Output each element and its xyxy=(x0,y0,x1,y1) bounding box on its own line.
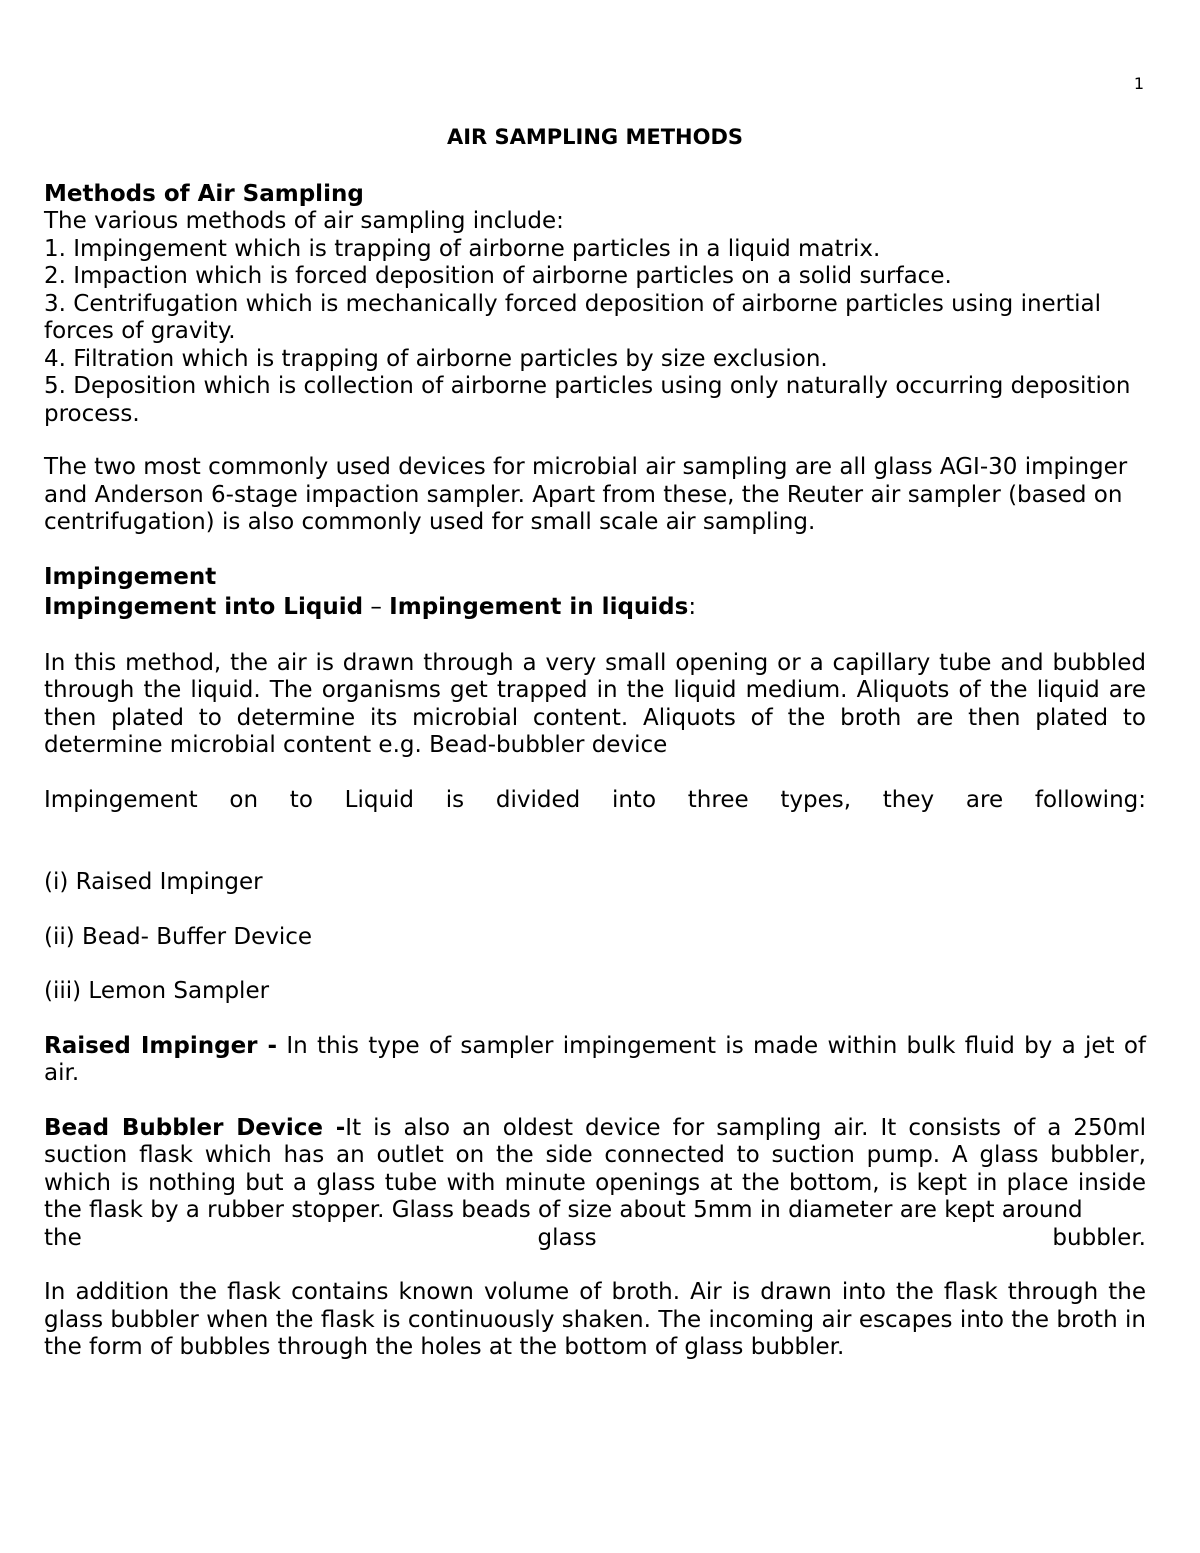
impingement-subheading-colon: : xyxy=(688,593,697,620)
method-item-1: 1. Impingement which is trapping of airborne particles in a liquid matrix. xyxy=(44,235,881,262)
methods-intro: The various methods of air sampling include: xyxy=(44,208,564,234)
raised-impinger-paragraph xyxy=(44,1033,1146,1088)
raised-impinger-text: In this type of sampler impingement is made within bulk fluid by a jet of air. xyxy=(44,1032,1146,1086)
impingement-type-1: (i) Raised Impinger xyxy=(44,869,263,895)
method-item-4: 4. Filtration which is trapping of airborne particles by size exclusion. xyxy=(44,345,828,372)
impingement-types-intro: Impingement on to Liquid is divided into three types, they are following: xyxy=(44,786,1146,813)
method-item-2: 2. Impaction which is forced deposition of airborne particles on a solid surface. xyxy=(44,263,952,289)
impingement-subheading-separator: – xyxy=(363,593,390,620)
devices-paragraph: The two most commonly used devices for microbial air sampling are all glass AGI-30 impinger and Anderson 6-stage impaction sampler. Apart from these, the Reuter air sampler (based on centrifugation) is also commonly used for small scale air sampling. xyxy=(44,454,1128,535)
bead-bubbler-paragraph xyxy=(44,1115,1146,1225)
addition-paragraph: In addition the flask contains known volume of broth. Air is drawn into the flask through the glass bubbler when the flask is continuously shaken. The incoming air escapes into the broth in the form of bubbles through the holes at the bottom of glass bubbler. xyxy=(44,1279,1146,1360)
bead-bubbler-text: It is also an oldest device for sampling air. It consists of a 250ml suction flask which has an outlet on the side connected to suction pump. A glass bubbler, which is nothing but a glass tube with minute openings at the bottom, is kept in place inside the flask by a rubber stopper. Glass beads of size about 5mm in diameter are kept around xyxy=(44,1114,1147,1223)
impingement-heading: Impingement xyxy=(44,563,217,590)
impingement-subheading-part2: Impingement in liquids xyxy=(389,593,689,620)
bead-bubbler-last-line: the glass bubbler. xyxy=(44,1224,1146,1251)
method-item-5: 5. Deposition which is collection of airborne particles using only naturally occurring deposition process. xyxy=(44,373,1131,427)
impingement-subheading-part1: Impingement into Liquid xyxy=(44,593,364,620)
impingement-subheading xyxy=(44,591,1146,623)
raised-impinger-label: Raised Impinger - xyxy=(44,1032,278,1059)
document-body xyxy=(44,122,1146,1362)
bead-bubbler-label: Bead Bubbler Device - xyxy=(44,1114,346,1141)
page-number: 1 xyxy=(1133,74,1144,93)
impingement-method-paragraph: In this method, the air is drawn through a very small opening or a capillary tube and bubbled through the liquid. The organisms get trapped in the liquid medium. Aliquots of the liquid are then plated to determine its microbial content. Aliquots of the broth are then plated to determine microbial content e.g. Bead-bubbler device xyxy=(44,649,1146,758)
impingement-type-2: (ii) Bead- Buffer Device xyxy=(44,923,313,950)
page-title: AIR SAMPLING METHODS xyxy=(446,125,744,149)
methods-heading: Methods of Air Sampling xyxy=(44,181,364,207)
impingement-type-3: (iii) Lemon Sampler xyxy=(44,978,270,1004)
method-item-3: 3. Centrifugation which is mechanically forced deposition of airborne particles using inertial forces of gravity. xyxy=(44,290,1102,344)
